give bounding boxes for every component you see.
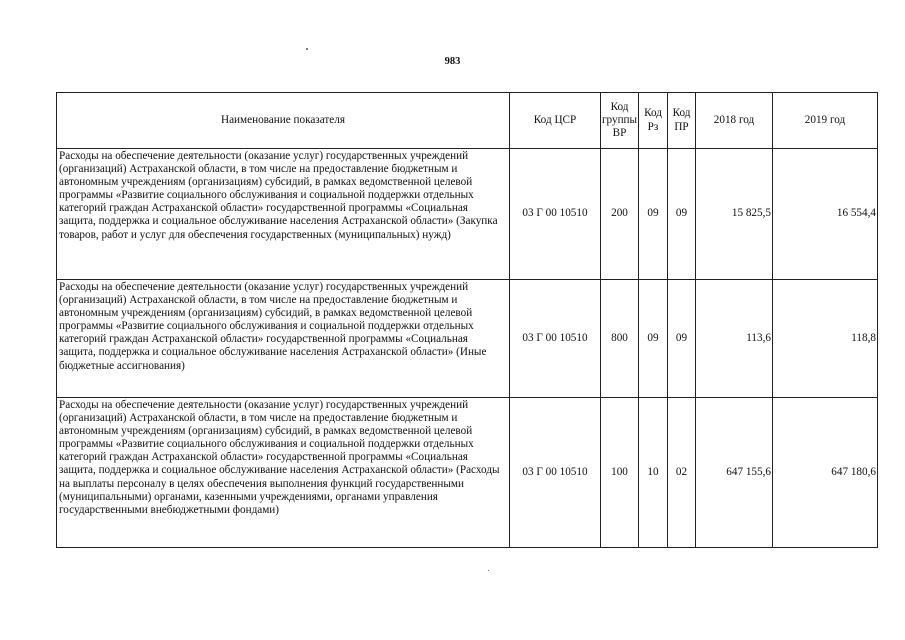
vr-code-cell: 200: [601, 149, 639, 280]
header-csr-code: Код ЦСР: [510, 93, 601, 149]
header-indicator-name: Наименование показателя: [57, 93, 510, 149]
header-year-2018: 2018 год: [696, 93, 773, 149]
vr-code-cell: 800: [601, 280, 639, 398]
csr-code-cell: 03 Г 00 10510: [510, 398, 601, 548]
amount-2018-cell: 15 825,5: [696, 149, 773, 280]
header-pr-code: Код ПР: [668, 93, 696, 149]
header-rz-code: Код Рз: [639, 93, 668, 149]
indicator-name-cell: Расходы на обеспечение деятельности (оказание услуг) государственных учреждений (организаций) Астраханской области, в том числе на предоставление бюджетным и автономным учреждениям (организациям) субсидий, в рамках ведомственной целевой программы «Развитие социального обслуживания и социальной поддержки отдельных категорий граждан Астраханской области» государственной программы «Социальная защита, поддержка и социальное обслуживание населения Астраханской области» (Иные бюджетные ассигнования): [57, 280, 510, 398]
pr-code-cell: 09: [668, 149, 696, 280]
rz-code-cell: 10: [639, 398, 668, 548]
amount-2018-cell: 113,6: [696, 280, 773, 398]
amount-2019-cell: 647 180,6: [773, 398, 878, 548]
table-row: [57, 280, 878, 398]
scan-speck: [488, 570, 489, 571]
indicator-name-cell: Расходы на обеспечение деятельности (оказание услуг) государственных учреждений (организаций) Астраханской области, в том числе на предоставление бюджетным и автономным учреждениям (организациям) субсидий, в рамках ведомственной целевой программы «Развитие социального обслуживания и социальной поддержки отдельных категорий граждан Астраханской области» государственной программы «Социальная защита, поддержка и социальное обслуживание населения Астраханской области» (Закупка товаров, работ и услуг для обеспечения государственных (муниципальных) нужд): [57, 149, 510, 280]
header-vr-group-code: Код группы ВР: [601, 93, 639, 149]
rz-code-cell: 09: [639, 149, 668, 280]
scan-speck: [306, 48, 308, 50]
page-number: 983: [444, 56, 461, 67]
pr-code-cell: 02: [668, 398, 696, 548]
indicator-name-cell: Расходы на обеспечение деятельности (оказание услуг) государственных учреждений (организаций) Астраханской области, в том числе на предоставление бюджетным и автономным учреждениям (организациям) субсидий, в рамках ведомственной целевой программы «Развитие социального обслуживания и социальной поддержки отдельных категорий граждан Астраханской области» государственной программы «Социальная защита, поддержка и социальное обслуживание населения Астраханской области» (Расходы на выплаты персоналу в целях обеспечения выполнения функций государственными (муниципальными) органами, казенными учреждениями, органами управления государственными внебюджетными фондами): [57, 398, 510, 548]
csr-code-cell: 03 Г 00 10510: [510, 149, 601, 280]
amount-2018-cell: 647 155,6: [696, 398, 773, 548]
header-year-2019: 2019 год: [773, 93, 878, 149]
pr-code-cell: 09: [668, 280, 696, 398]
csr-code-cell: 03 Г 00 10510: [510, 280, 601, 398]
vr-code-cell: 100: [601, 398, 639, 548]
table-row: [57, 149, 878, 280]
rz-code-cell: 09: [639, 280, 668, 398]
budget-table: [56, 92, 878, 548]
table-header-row: [57, 93, 878, 149]
amount-2019-cell: 16 554,4: [773, 149, 878, 280]
table-row: [57, 398, 878, 548]
amount-2019-cell: 118,8: [773, 280, 878, 398]
